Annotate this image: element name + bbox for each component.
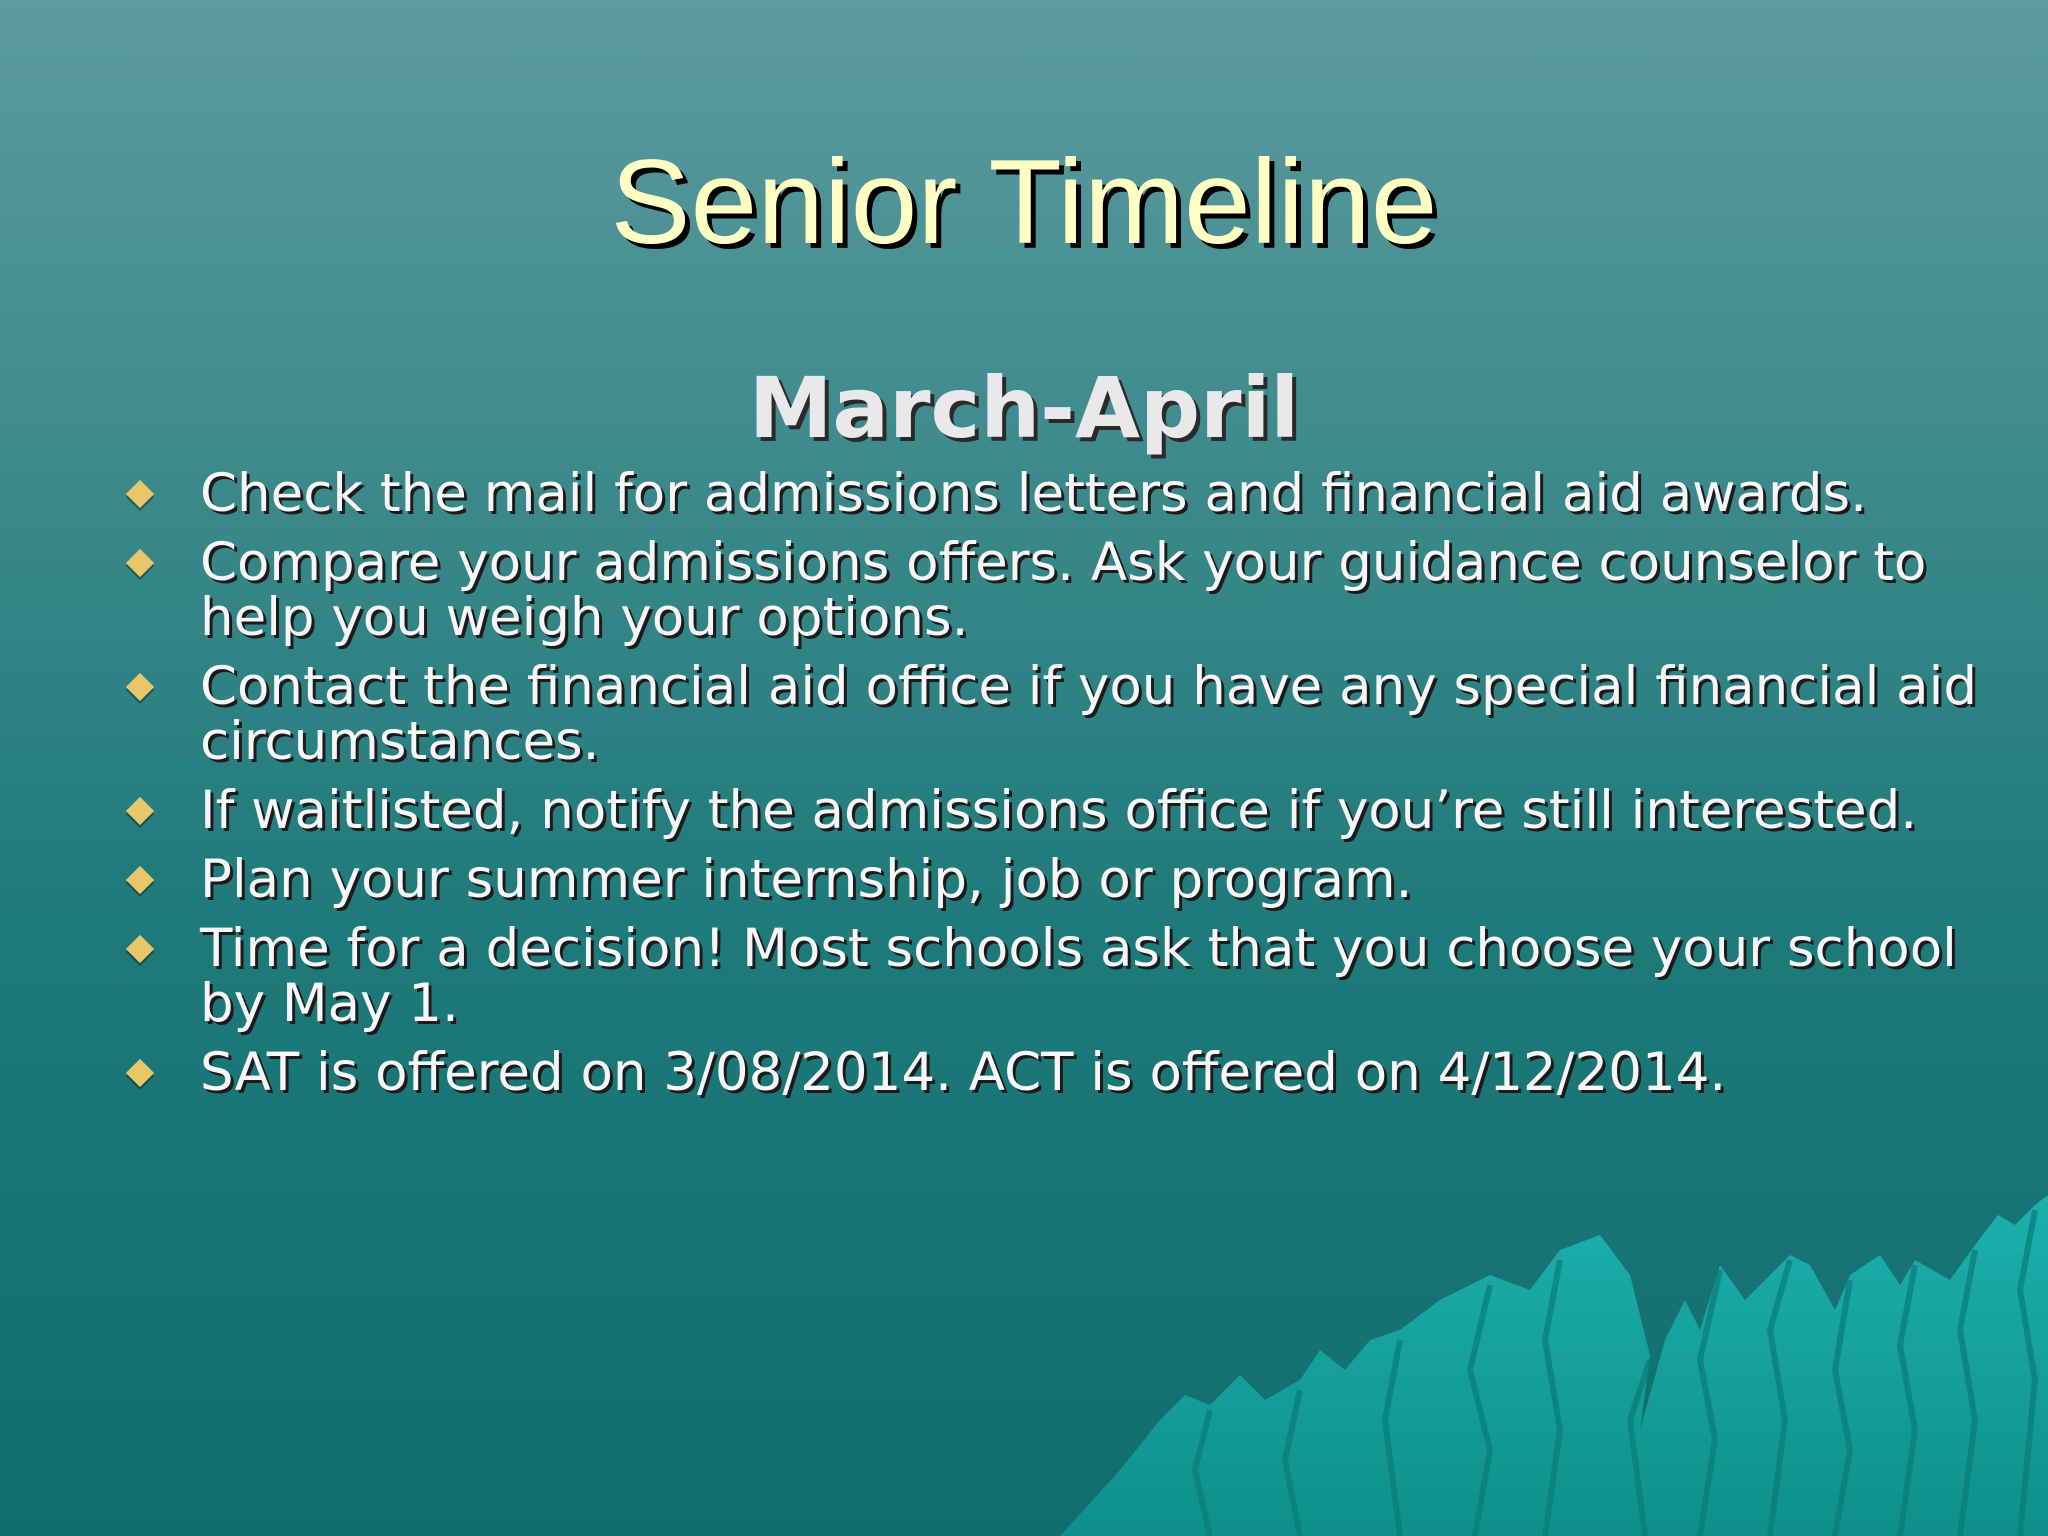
slide-title: Senior Timeline <box>610 135 1438 269</box>
diamond-icon <box>126 549 154 577</box>
diamond-icon <box>126 935 154 963</box>
list-item <box>120 1042 2000 1103</box>
list-item <box>120 656 2000 772</box>
list-item-text: Plan your summer internship, job or program. <box>200 849 1413 910</box>
section-heading: March-April <box>748 359 1300 457</box>
diamond-icon <box>126 673 154 701</box>
list-item-text: SAT is offered on 3/08/2014. ACT is offered on 4/12/2014. <box>200 1042 1727 1103</box>
list-item-text: Compare your admissions offers. Ask your guidance counselor to help you weigh your options. <box>200 532 1927 648</box>
diamond-icon <box>126 797 154 825</box>
diamond-icon <box>126 866 154 894</box>
bullet-list <box>120 463 2000 1114</box>
diamond-icon <box>126 1059 154 1087</box>
list-item <box>120 463 2000 524</box>
list-item <box>120 780 2000 841</box>
list-item <box>120 532 2000 648</box>
list-item-text: Time for a decision! Most schools ask that you choose your school by May 1. <box>200 918 1957 1034</box>
list-item-text: Contact the financial aid office if you have any special financial aid circumstances. <box>200 656 1978 772</box>
diamond-icon <box>126 480 154 508</box>
list-item <box>120 849 2000 910</box>
list-item-text: If waitlisted, notify the admissions office if you’re still interested. <box>200 780 1918 841</box>
list-item-text: Check the mail for admissions letters and financial aid awards. <box>200 463 1867 524</box>
list-item <box>120 918 2000 1034</box>
